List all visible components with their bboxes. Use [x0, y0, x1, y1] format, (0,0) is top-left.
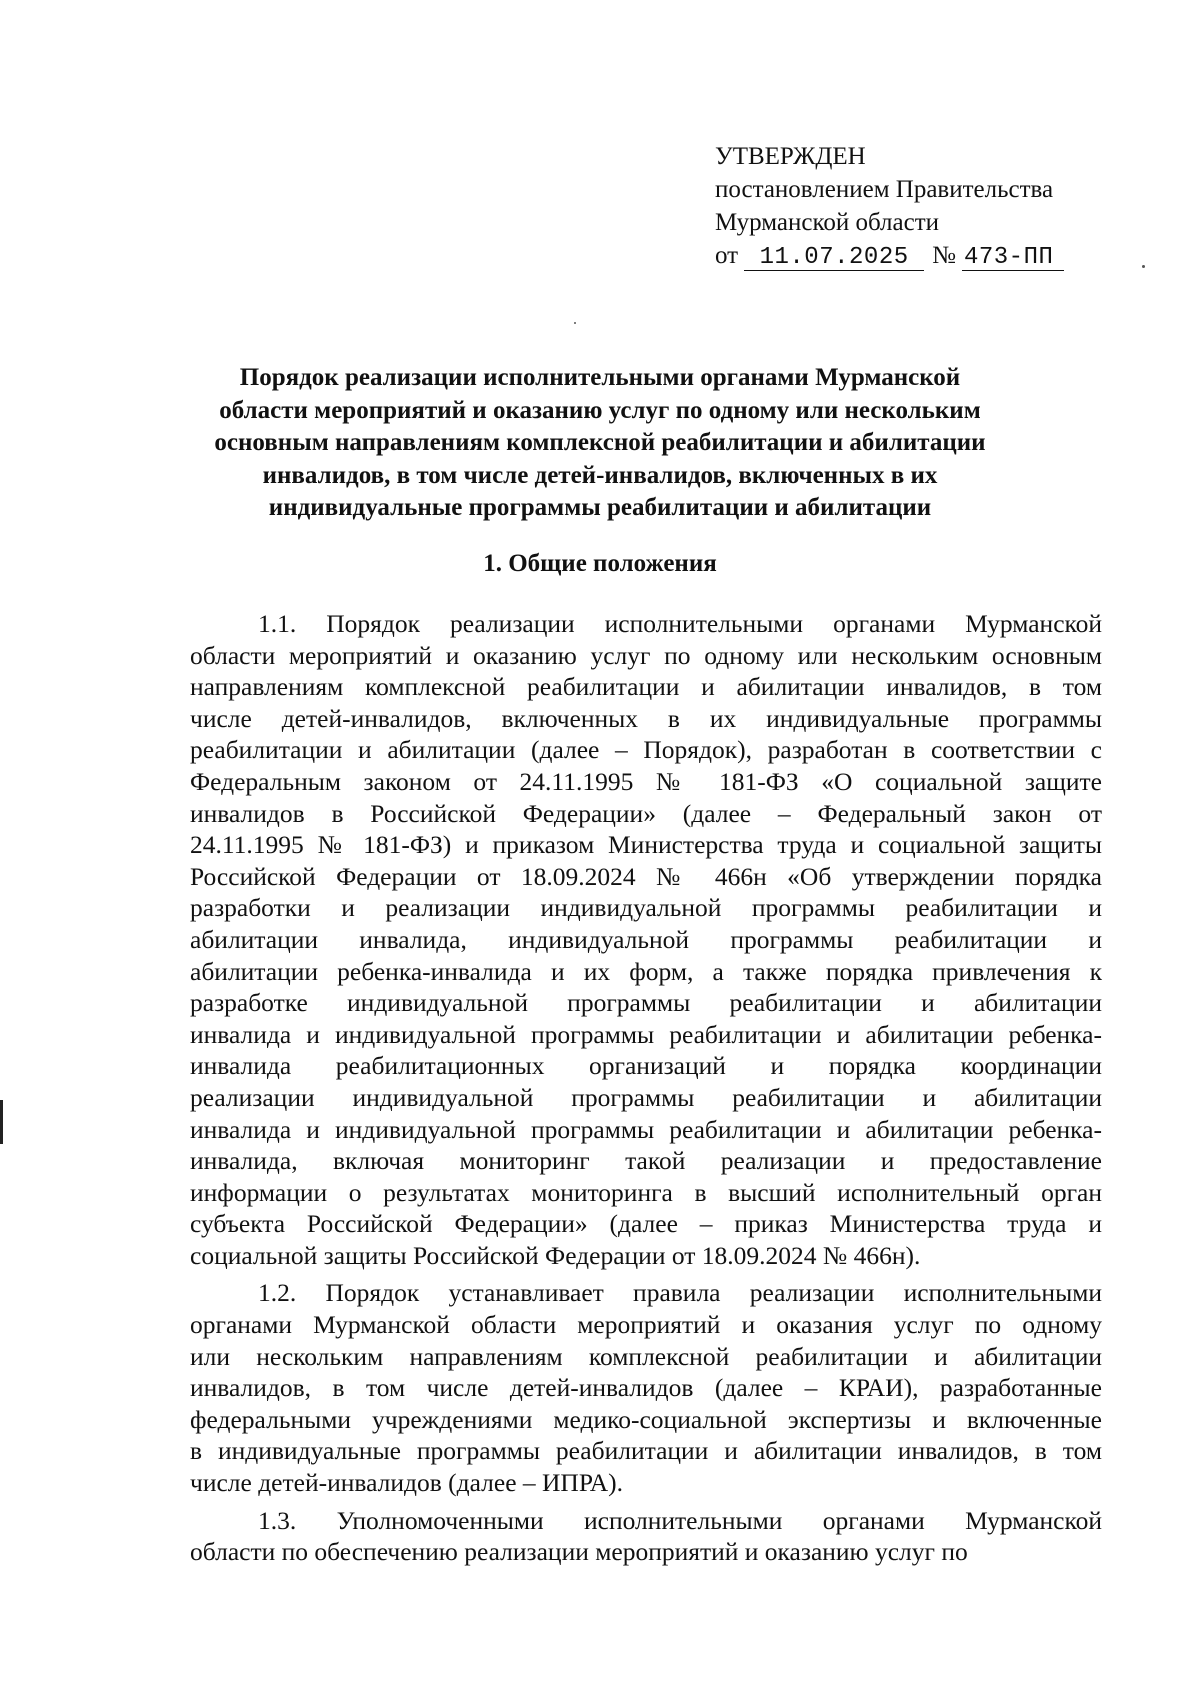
paragraph-line: 1.3. Уполномоченными исполнительными органами Мурманской: [258, 1505, 1102, 1535]
section-heading: 1. Общие положения: [483, 550, 717, 577]
scan-speck: [1142, 265, 1145, 268]
paragraph-line: числе детей-инвалидов, включенных в их индивидуальные программы: [190, 703, 1102, 733]
paragraph-line: реабилитации и абилитации (далее – Порядок), разработан в соответствии с: [190, 735, 1102, 765]
paragraph-line: разработки и реализации индивидуальной программы реабилитации и: [190, 893, 1102, 923]
scan-edge-mark: [0, 1100, 3, 1144]
paragraph-line: Федеральным законом от 24.11.1995 № 181-ФЗ «О социальной защите: [190, 766, 1102, 796]
title-line: инвалидов, в том числе детей-инвалидов, включенных в их: [262, 461, 938, 489]
paragraph-line: Российской Федерации от 18.09.2024 № 466н «Об утверждении порядка: [190, 861, 1102, 891]
title-line: индивидуальные программы реабилитации и абилитации: [268, 494, 932, 521]
paragraph-line: абилитации инвалида, индивидуальной программы реабилитации и: [190, 924, 1102, 954]
paragraph-line: реализации индивидуальной программы реабилитации и абилитации: [190, 1082, 1102, 1112]
paragraph-line: органами Мурманской области мероприятий и оказания услуг по одному: [190, 1310, 1102, 1340]
title-line: Порядок реализации исполнительными органами Мурманской: [239, 364, 961, 391]
paragraph-line: инвалида реабилитационных организаций и порядка координации: [190, 1051, 1102, 1081]
approval-stamp: [715, 140, 1135, 272]
paragraph-line: субъекта Российской Федерации» (далее – приказ Министерства труда и: [190, 1209, 1102, 1239]
paragraph-line: в индивидуальные программы реабилитации и абилитации инвалидов, в том: [190, 1436, 1102, 1466]
paragraph-line: информации о результатах мониторинга в высший исполнительный орган: [190, 1177, 1102, 1207]
paragraph: [190, 1505, 1102, 1568]
document-body: [190, 608, 1102, 1574]
paragraph-line: области мероприятий и оказанию услуг по одному или нескольким основным: [190, 640, 1102, 670]
paragraph-line: 1.1. Порядок реализации исполнительными органами Мурманской: [258, 609, 1102, 638]
paragraph-line: социальной защиты Российской Федерации от 18.09.2024 № 466н).: [190, 1240, 921, 1270]
paragraph-line: инвалида и индивидуальной программы реабилитации и абилитации ребенка-: [190, 1019, 1102, 1049]
paragraph: [190, 1277, 1102, 1498]
paragraph: [190, 608, 1102, 1271]
paragraph-line: области по обеспечению реализации мероприятий и оказанию услуг по: [190, 1537, 968, 1567]
paragraph-line: направлениям комплексной реабилитации и абилитации инвалидов, в том: [190, 672, 1102, 702]
date-prefix: от: [715, 242, 739, 269]
approval-authority: постановлением Правительства: [715, 176, 1054, 203]
paragraph-line: 1.2. Порядок устанавливает правила реализации исполнительными: [258, 1278, 1102, 1308]
paragraph-line: 24.11.1995 № 181-ФЗ) и приказом Министерства труда и социальной защиты: [190, 830, 1102, 860]
paragraph-line: инвалидов в Российской Федерации» (далее – Федеральный закон от: [190, 798, 1102, 828]
approval-status: УТВЕРЖДЕН: [715, 143, 866, 170]
title-line: области мероприятий и оказанию услуг по одному или нескольким: [219, 396, 981, 424]
paragraph-line: или нескольким направлениям комплексной реабилитации и абилитации: [190, 1341, 1102, 1371]
paragraph-line: инвалида и индивидуальной программы реабилитации и абилитации ребенка-: [190, 1114, 1102, 1144]
paragraph-line: числе детей-инвалидов (далее – ИПРА).: [190, 1468, 624, 1498]
paragraph-line: инвалида, включая мониторинг такой реализации и предоставление: [190, 1146, 1102, 1176]
paragraph-line: федеральными учреждениями медико-социальной экспертизы и включенные: [190, 1404, 1102, 1434]
title-line: основным направлениям комплексной реабилитации и абилитации: [214, 429, 986, 456]
approval-number: 473-ПП: [962, 246, 1064, 271]
number-prefix: №: [932, 242, 956, 269]
paragraph-line: разработке индивидуальной программы реабилитации и абилитации: [190, 988, 1102, 1018]
approval-region: Мурманской области: [715, 209, 940, 236]
paragraph-line: инвалидов, в том числе детей-инвалидов (далее – КРАИ), разработанные: [190, 1373, 1102, 1403]
approval-date-line: [715, 239, 1135, 272]
approval-date: 11.07.2025: [744, 246, 924, 271]
document-title: [140, 362, 1060, 525]
paragraph-line: абилитации ребенка-инвалида и их форм, а также порядка привлечения к: [190, 956, 1102, 986]
scan-speck: [574, 322, 576, 324]
